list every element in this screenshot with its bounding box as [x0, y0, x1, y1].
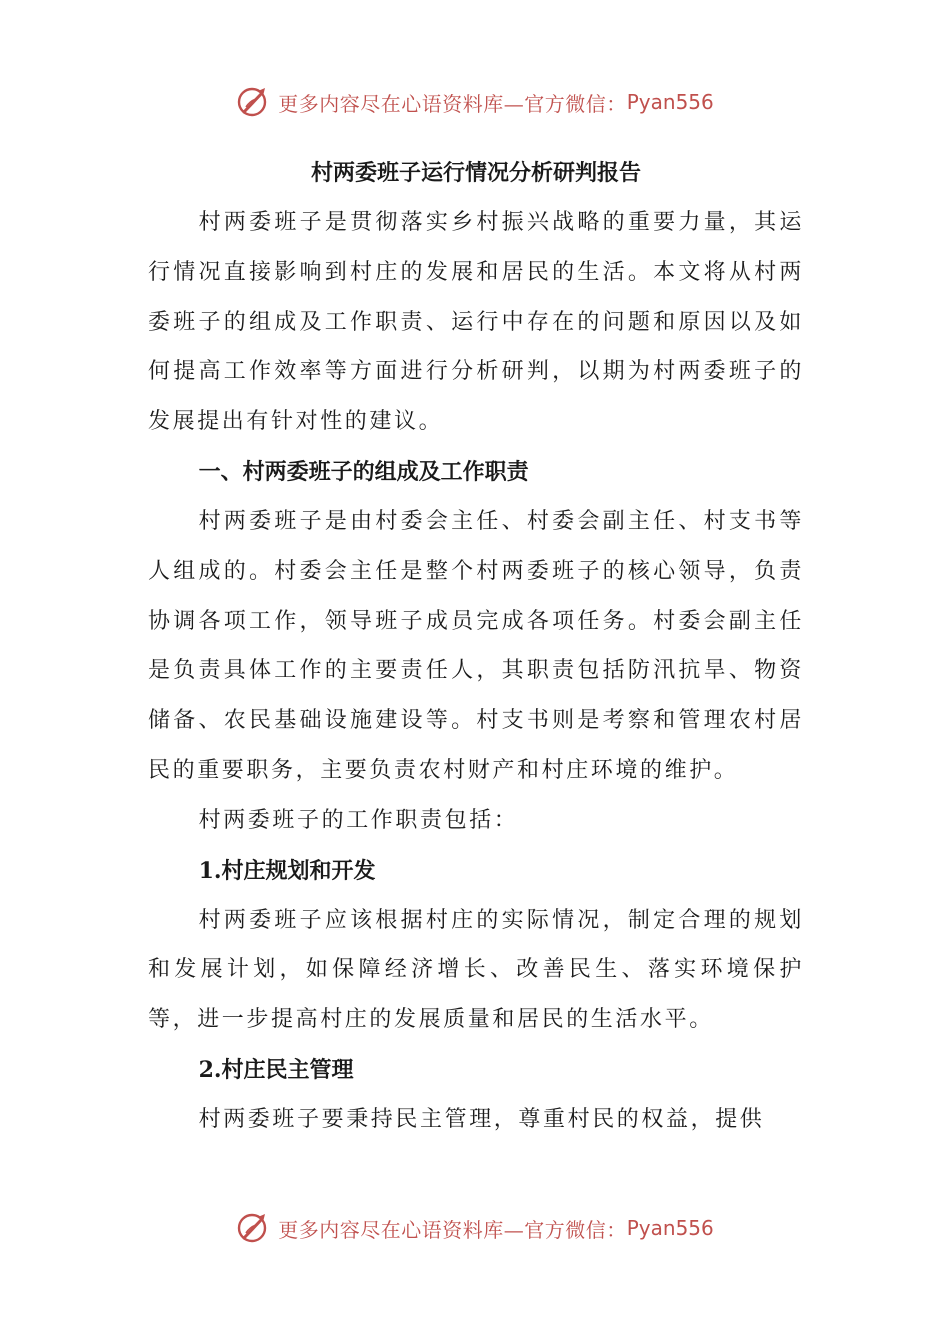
intro-paragraph: 村两委班子是贯彻落实乡村振兴战略的重要力量，其运行情况直接影响到村庄的发展和居民的生活。本文将从村两委班子的组成及工作职责、运行中存在的问题和原因以及如何提高工作效率等方面进行分析研判，以期为村两委班子的发展提出有针对性的建议。 [148, 210, 804, 435]
document-body [148, 148, 804, 1145]
section1-heading: 一、村两委班子的组成及工作职责 [198, 458, 529, 485]
banner-wechat-id: Pyan556 [626, 1216, 714, 1240]
banner-text: 更多内容尽在心语资料库—官方微信： [278, 1217, 627, 1242]
document-title: 村两委班子运行情况分析研判报告 [310, 160, 641, 186]
item2-paragraph: 村两委班子要秉持民主管理，尊重村民的权益，提供 [198, 1106, 765, 1132]
header-banner [0, 82, 950, 122]
pen-logo-icon [236, 85, 270, 119]
section1-paragraph-2: 村两委班子的工作职责包括： [198, 807, 519, 833]
item1-paragraph: 村两委班子应该根据村庄的实际情况，制定合理的规划和发展计划，如保障经济增长、改善民生、落实环境保护等，进一步提高村庄的发展质量和居民的生活水平。 [148, 907, 804, 1033]
banner-wechat-id: Pyan556 [626, 90, 714, 114]
banner-text: 更多内容尽在心语资料库—官方微信： [278, 91, 627, 116]
footer-banner [0, 1208, 950, 1248]
item2-heading: 2.村庄民主管理 [198, 1056, 354, 1083]
item1-heading: 1.村庄规划和开发 [198, 857, 376, 884]
section1-paragraph-1: 村两委班子是由村委会主任、村委会副主任、村支书等人组成的。村委会主任是整个村两委班子的核心领导，负责协调各项工作，领导班子成员完成各项任务。村委会副主任是负责具体工作的主要责任人，其职责包括防汛抗旱、物资储备、农民基础设施建设等。村支书则是考察和管理农村居民的重要职务，主要负责农村财产和村庄环境的维护。 [148, 508, 804, 783]
pen-logo-icon [236, 1211, 270, 1245]
